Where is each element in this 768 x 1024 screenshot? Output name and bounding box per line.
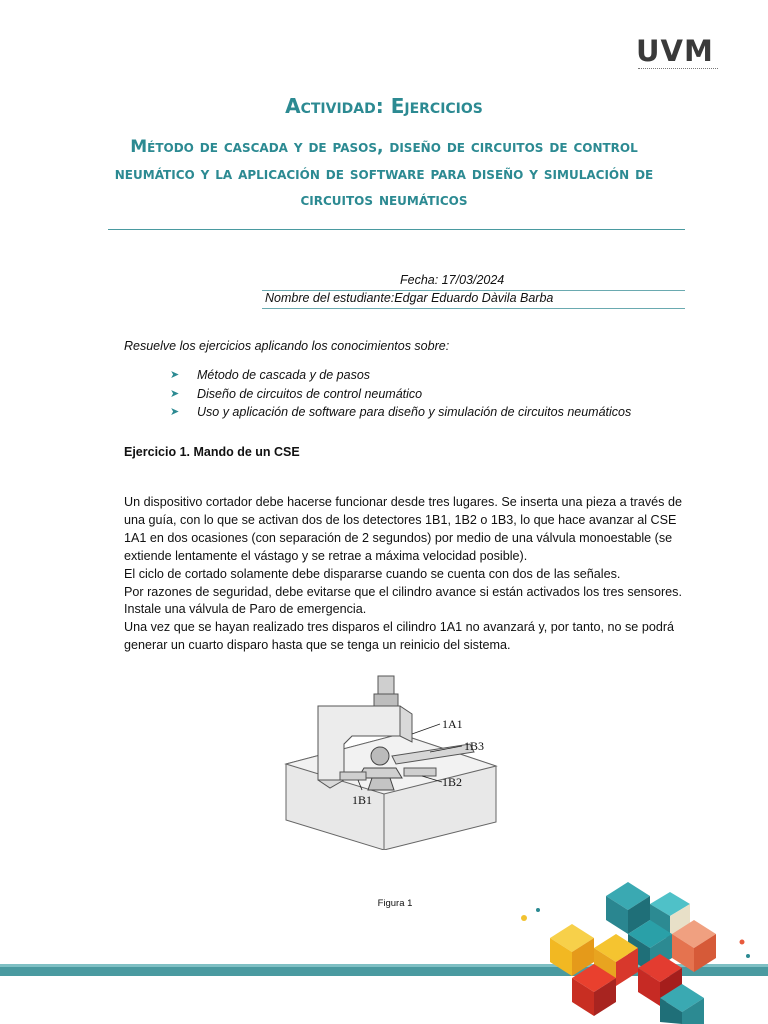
- arrow-bullet-icon: ➤: [170, 387, 180, 400]
- exercise-description: [124, 494, 686, 655]
- cutter-device-figure: [280, 672, 502, 850]
- name-underline: [262, 308, 685, 309]
- label-1b2: 1B2: [442, 775, 463, 789]
- paragraph: Instale una válvula de Paro de emergencia.: [124, 602, 367, 617]
- label-1b3: 1B3: [464, 739, 485, 753]
- list-item: [170, 403, 631, 422]
- topic-list: [170, 366, 631, 422]
- arrow-bullet-icon: ➤: [170, 369, 180, 381]
- intro-text: Resuelve los ejercicios aplicando los conocimientos sobre:: [124, 339, 450, 353]
- student-name-field: Nombre del estudiante:Edgar Eduardo Dàvila Barba: [265, 291, 554, 305]
- label-1b1: 1B1: [352, 793, 373, 807]
- figure-caption: Figura 1: [377, 898, 413, 909]
- paragraph: Una vez que se hayan realizado tres disparos el cilindro 1A1 no avanzará y, por tanto, no se podrá generar un cuarto disparo hasta que se tenga un reinicio del sistema.: [124, 620, 675, 653]
- list-item-text: Método de cascada y de pasos: [197, 368, 371, 382]
- uvm-logo: [636, 36, 720, 76]
- label-1a1: 1A1: [442, 717, 463, 731]
- document-subtitle: Método de cascada y de pasos, diseño de circuitos de control neumático y la aplicación de software para diseño y simulación de circuitos neumáticos: [114, 137, 654, 210]
- paragraph: Por razones de seguridad, debe evitarse que el cilindro avance si están activados los tres sensores.: [124, 584, 682, 599]
- list-item-text: Uso y aplicación de software para diseño y simulación de circuitos neumáticos: [197, 405, 632, 419]
- list-item-text: Diseño de circuitos de control neumático: [197, 386, 423, 401]
- paragraph: El ciclo de cortado solamente debe dispararse cuando se cuenta con dos de las señales.: [124, 566, 621, 581]
- title-divider: [108, 229, 685, 230]
- decorative-cubes: [510, 868, 768, 1024]
- paragraph: Un dispositivo cortador debe hacerse funcionar desde tres lugares. Se inserta una pieza a través de una guía, con lo que se activan dos de los detectores 1B1, 1B2 o 1B3, lo que hace avanzar al CSE 1A1 en dos ocasiones (con separación de 2 segundos) por medio de una válvula monoestable (se extiende lentamente el vástago y se retrae a máxima velocidad posible).: [124, 495, 682, 563]
- arrow-bullet-icon: ➤: [170, 406, 180, 418]
- document-title: Actividad: Ejercicios: [285, 94, 483, 118]
- logo-subtext: [638, 68, 718, 72]
- logo-text: UVM: [636, 34, 714, 68]
- list-item: [170, 385, 631, 404]
- exercise-heading: Ejercicio 1. Mando de un CSE: [124, 445, 300, 459]
- list-item: [170, 366, 631, 385]
- date-field: Fecha: 17/03/2024: [400, 273, 505, 287]
